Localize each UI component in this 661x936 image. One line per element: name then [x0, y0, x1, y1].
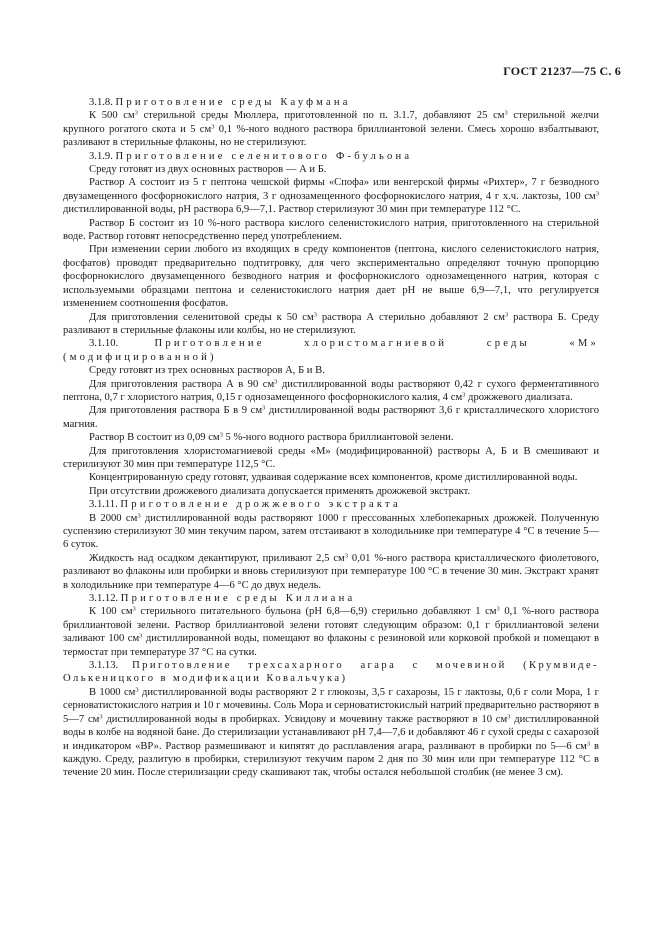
paragraph: Среду готовят из двух основных растворов — А и Б.: [89, 164, 327, 176]
paragraph: В 2000 $см^3$ дистиллированной воды растворяют 1000 г прессованных хлебопекарных дрожжей. Полученную суспензию стерилизуют 30 мин текучим паром, затем отстаивают в холодильнике при температуре 4 °С в течение 5—6 суток.: [63, 512, 599, 551]
section-heading: [63, 337, 599, 364]
paragraph: Концентрированную среду готовят, удваивая содержание всех компонентов, кроме дистиллированной воды.: [89, 472, 578, 484]
paragraph: Для приготовления хлористомагниевой среды «М» (модифицированной) растворы А, Б и В смешивают и стерилизуют 30 мин при температуре 112,5 °С.: [63, 445, 599, 470]
section-number: 3.1.9.: [89, 150, 113, 162]
paragraph: Для приготовления селенитовой среды к 50 $см^3$ раствора А стерильно добавляют 2 $см^3$ раствора Б. Среду разливают в стерильные флаконы или колбы, но не стерилизуют.: [63, 311, 599, 336]
section-title: Приготовление среды Кауфмана: [115, 97, 351, 108]
paragraph: Среду готовят из трех основных растворов А, Б и В.: [89, 365, 325, 377]
paragraph: Раствор Б состоит из 10 %-ного раствора кислого селенистокислого натрия, приготовленного на стерильной воде. Раствор готовят непосредственно перед употреблением.: [63, 217, 599, 243]
section-number: 3.1.11.: [89, 499, 118, 511]
paragraph: Раствор В состоит из 0,09 $см^3$ 5 %-ного водного раствора бриллиантовой зелени.: [89, 431, 454, 444]
section-title: Приготовление трехсахарного агара с мочевиной (Крумвиде-Олькеницкого в модификации Ковальчука): [63, 660, 599, 685]
section-title: Приготовление дрожжевого экстракта: [120, 499, 401, 511]
section-heading: [63, 592, 599, 605]
section-heading: [63, 659, 599, 686]
paragraph: В 1000 $см^3$ дистиллированной воды растворяют 2 г глюкозы, 3,5 г сахарозы, 15 г лактозы, 0,6 г соли Мора, 1 г серноватистокислого натрия и 10 г мочевины. Соль Мора и серноватистокислый натрий предварительно растворяют в 5—7 $см^3$ дистиллированной воды в пробирках. Усвидову и мочевину также растворяют в 10 $см^3$ дистиллированной воды в колбе на водяной бане. До стерилизации устанавливают pH 7,4—7,6 и добавляют 46 г сухой среды с сахарозой и индикатором «ВР». Раствор размешивают и кипятят до расплавления агара, разливают в пробирки по 5—6 $см^3$ в каждую. Среду, разлитую в пробирки, стерилизуют текучим паром 2 дня по 30 мин или при температуре 112 °С в течение 20 мин. После стерилизации среду скашивают так, чтобы остался небольшой столбик (не менее 3 см).: [63, 686, 600, 779]
paragraph: К 500 $см^3$ стерильной среды Мюллера, приготовленной по п. 3.1.7, добавляют 25 $см^3$ стерильной желчи крупного рогатого скота и 5 $см^3$ 0,1 %-ного водного раствора бриллиантовой зелени. Смесь хорошо взбалтывают, разливают в стерильные флаконы, но не стерилизуют.: [63, 109, 599, 149]
section-number: 3.1.13.: [89, 660, 119, 672]
section-title: Приготовление селенитового Ф-бульона: [115, 150, 413, 162]
section-heading: [63, 150, 599, 163]
document-body: [63, 96, 599, 780]
section-number: 3.1.8.: [89, 97, 113, 108]
section-heading: [63, 498, 599, 511]
paragraph: При отсутствии дрожжевого диализата допускается применять дрожжевой экстракт.: [89, 485, 471, 497]
page-header-doc-ref: ГОСТ 21237—75 С. 6: [503, 64, 621, 78]
section-heading: [63, 96, 599, 109]
section-title: Приготовление среды Киллиана: [120, 593, 356, 605]
paragraph: К 100 $см^3$ стерильного питательного бульона (pH 6,8—6,9) стерильно добавляют 1 $см^3$ 0,1 %-ного раствора бриллиантовой зелени. Раствор бриллиантовой зелени готовят следующим образом: 0,1 г бриллиантовой зелени заливают 100 $см^3$ дистиллированной воды, помещают во флаконы с резиновой или корковой пробкой и помещают в термостат при температуре 37 °С на сутки.: [63, 605, 599, 658]
paragraph: Для приготовления раствора Б в 9 $см^3$ дистиллированной воды растворяют 3,6 г кристаллического хлористого магния.: [63, 404, 599, 430]
section-number: 3.1.10.: [89, 338, 119, 350]
paragraph: Жидкость над осадком декантируют, приливают 2,5 $см^3$ 0,01 %-ного раствора кристаллического фиолетового, разливают во флаконы или пробирки и вновь стерилизуют при температуре 100 °С в течение 30 мин. Экстракт хранят в холодильнике при температуре 4—6 °С до двух недель.: [63, 552, 599, 591]
section-number: 3.1.12.: [89, 593, 119, 605]
section-title: Приготовление хлористомагниевой среды «М» (модифицированной): [63, 338, 599, 363]
paragraph: Для приготовления раствора А в 90 $см^3$ дистиллированной воды растворяют 0,42 г сухого ферментативного пептона, 0,7 г хлористого натрия, 0,15 г однозамещенного фосфорнокислого калия, 4 $см^3$ дрожжевого диализата.: [63, 378, 599, 403]
paragraph: При изменении серии любого из входящих в среду компонентов (пептона, кислого селенистокислого натрия, фосфатов) проводят предварительно подтитровку, для чего экспериментально определяют точную пропорцию фосфорнокислого двузамещенного безводного натрия и фосфорнокислого однозамещенного натрия, которая с используемыми образцами пептона и селенистокислого натрия дает pH не выше 6,9—7,1, что регулируется изменением соотношения фосфатов.: [63, 244, 599, 310]
paragraph: Раствор А состоит из 5 г пептона чешской фирмы «Спофа» или венгерской фирмы «Рихтер», 7 г безводного двузамещенного фосфорнокислого натрия, 3 г однозамещенного фосфорнокислого натрия, 4 г х.ч. лактозы, 100 $см^3$ дистиллированной воды, pH раствора 6,9—7,1. Раствор стерилизуют 30 мин при температуре 112 °С.: [63, 177, 599, 216]
